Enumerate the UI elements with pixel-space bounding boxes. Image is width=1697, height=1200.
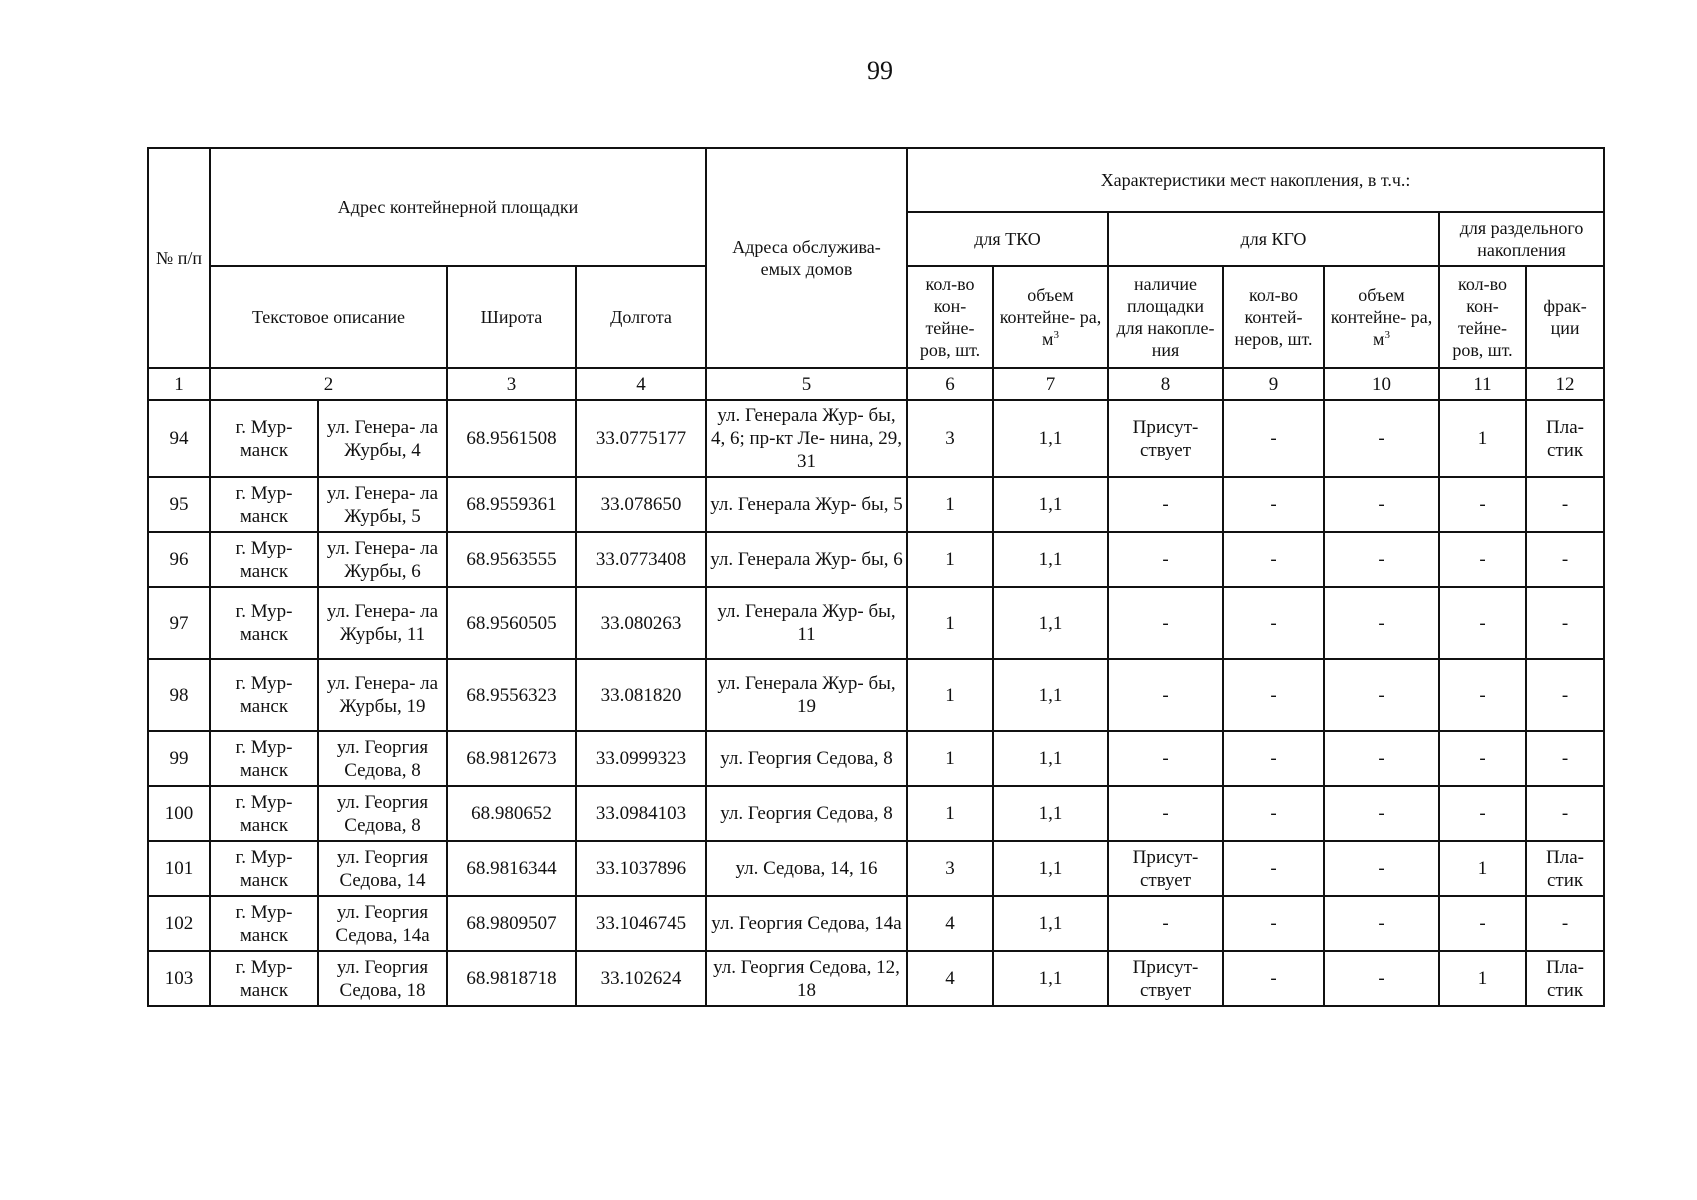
kgo-count: - [1223,532,1324,587]
kgo-count: - [1223,587,1324,659]
separate-count: - [1439,659,1526,731]
separate-fractions: Пла- стик [1526,400,1604,477]
col-number: 7 [993,368,1108,400]
kgo-volume: - [1324,532,1439,587]
col-number: 10 [1324,368,1439,400]
kgo-volume: - [1324,731,1439,786]
separate-fractions: - [1526,587,1604,659]
kgo-volume: - [1324,786,1439,841]
city: г. Мур- манск [210,841,318,896]
separate-count: 1 [1439,841,1526,896]
latitude: 68.9818718 [447,951,576,1006]
tko-count: 1 [907,532,993,587]
table-row [148,532,1604,587]
street: ул. Георгия Седова, 14а [318,896,447,951]
separate-fractions: - [1526,731,1604,786]
served-houses: ул. Генерала Жур- бы, 6 [706,532,907,587]
row-number: 97 [148,587,210,659]
separate-fractions: Пла- стик [1526,841,1604,896]
col-number: 1 [148,368,210,400]
header-characteristics: Характеристики мест накопления, в т.ч.: [907,148,1604,212]
tko-volume: 1,1 [993,731,1108,786]
city: г. Мур- манск [210,896,318,951]
separate-count: - [1439,786,1526,841]
served-houses: ул. Генерала Жур- бы, 11 [706,587,907,659]
row-number: 98 [148,659,210,731]
col-number: 8 [1108,368,1223,400]
served-houses: ул. Генерала Жур- бы, 19 [706,659,907,731]
row-number: 95 [148,477,210,532]
street: ул. Генера- ла Журбы, 19 [318,659,447,731]
header-c8: наличие площадки для накопле- ния [1108,266,1223,368]
kgo-count: - [1223,400,1324,477]
latitude: 68.9809507 [447,896,576,951]
city: г. Мур- манск [210,951,318,1006]
kgo-site: - [1108,532,1223,587]
kgo-count: - [1223,731,1324,786]
separate-count: - [1439,731,1526,786]
city: г. Мур- манск [210,400,318,477]
kgo-site: Присут- ствует [1108,841,1223,896]
city: г. Мур- манск [210,786,318,841]
street: ул. Генера- ла Журбы, 5 [318,477,447,532]
tko-count: 4 [907,896,993,951]
longitude: 33.080263 [576,587,706,659]
longitude: 33.1037896 [576,841,706,896]
table-row [148,477,1604,532]
header-longitude: Долгота [576,266,706,368]
header-c9: кол-во контей- неров, шт. [1223,266,1324,368]
table-row [148,786,1604,841]
street: ул. Генера- ла Журбы, 4 [318,400,447,477]
city: г. Мур- манск [210,659,318,731]
separate-fractions: - [1526,786,1604,841]
kgo-site: - [1108,896,1223,951]
header-served-houses: Адреса обслужива- емых домов [706,148,907,368]
separate-fractions: - [1526,532,1604,587]
row-number: 102 [148,896,210,951]
street: ул. Георгия Седова, 18 [318,951,447,1006]
tko-volume: 1,1 [993,659,1108,731]
served-houses: ул. Седова, 14, 16 [706,841,907,896]
tko-volume: 1,1 [993,896,1108,951]
city: г. Мур- манск [210,477,318,532]
separate-count: - [1439,532,1526,587]
tko-volume: 1,1 [993,532,1108,587]
tko-count: 1 [907,477,993,532]
separate-count: 1 [1439,951,1526,1006]
latitude: 68.9560505 [447,587,576,659]
tko-count: 4 [907,951,993,1006]
row-number: 99 [148,731,210,786]
longitude: 33.1046745 [576,896,706,951]
header-latitude: Широта [447,266,576,368]
kgo-volume: - [1324,896,1439,951]
served-houses: ул. Генерала Жур- бы, 5 [706,477,907,532]
kgo-volume: - [1324,659,1439,731]
latitude: 68.9812673 [447,731,576,786]
table-row [148,731,1604,786]
header-c10: объем контейне- ра, $м^3$ [1324,266,1439,368]
street: ул. Георгия Седова, 14 [318,841,447,896]
separate-fractions: - [1526,477,1604,532]
kgo-site: - [1108,659,1223,731]
longitude: 33.081820 [576,659,706,731]
page-number: 99 [867,56,893,85]
table-row [148,659,1604,731]
tko-count: 3 [907,400,993,477]
container-sites-table [147,147,1605,1007]
separate-count: - [1439,896,1526,951]
kgo-site: - [1108,587,1223,659]
kgo-site: - [1108,477,1223,532]
street: ул. Георгия Седова, 8 [318,731,447,786]
served-houses: ул. Георгия Седова, 8 [706,786,907,841]
kgo-volume: - [1324,400,1439,477]
separate-count: - [1439,587,1526,659]
latitude: 68.9561508 [447,400,576,477]
header-text-desc: Текстовое описание [210,266,447,368]
kgo-site: - [1108,731,1223,786]
table-row [148,896,1604,951]
separate-fractions: - [1526,896,1604,951]
tko-volume: 1,1 [993,786,1108,841]
col-number: 12 [1526,368,1604,400]
kgo-site: Присут- ствует [1108,951,1223,1006]
row-number: 96 [148,532,210,587]
latitude: 68.9556323 [447,659,576,731]
tko-count: 1 [907,587,993,659]
kgo-count: - [1223,841,1324,896]
city: г. Мур- манск [210,532,318,587]
street: ул. Георгия Седова, 8 [318,786,447,841]
tko-count: 1 [907,659,993,731]
street: ул. Генера- ла Журбы, 11 [318,587,447,659]
kgo-count: - [1223,896,1324,951]
row-number: 94 [148,400,210,477]
kgo-volume: - [1324,841,1439,896]
tko-count: 1 [907,731,993,786]
served-houses: ул. Георгия Седова, 8 [706,731,907,786]
served-houses: ул. Георгия Седова, 12, 18 [706,951,907,1006]
kgo-site: - [1108,786,1223,841]
latitude: 68.9563555 [447,532,576,587]
row-number: 101 [148,841,210,896]
table-row [148,841,1604,896]
city: г. Мур- манск [210,731,318,786]
kgo-site: Присут- ствует [1108,400,1223,477]
header-for-separate: для раздельного накопления [1439,212,1604,266]
latitude: 68.9816344 [447,841,576,896]
col-number: 4 [576,368,706,400]
header-c7: объем контейне- ра, $м^3$ [993,266,1108,368]
table-row [148,587,1604,659]
tko-volume: 1,1 [993,587,1108,659]
kgo-count: - [1223,951,1324,1006]
col-number: 5 [706,368,907,400]
kgo-volume: - [1324,951,1439,1006]
kgo-count: - [1223,659,1324,731]
latitude: 68.980652 [447,786,576,841]
col-number: 2 [210,368,447,400]
header-c6: кол-во кон- тейне- ров, шт. [907,266,993,368]
col-number: 9 [1223,368,1324,400]
header-address-group: Адрес контейнерной площадки [210,148,706,266]
col-number: 11 [1439,368,1526,400]
header-c11: кол-во кон- тейне- ров, шт. [1439,266,1526,368]
tko-volume: 1,1 [993,477,1108,532]
tko-volume: 1,1 [993,841,1108,896]
separate-count: 1 [1439,400,1526,477]
longitude: 33.102624 [576,951,706,1006]
tko-count: 1 [907,786,993,841]
tko-volume: 1,1 [993,951,1108,1006]
separate-count: - [1439,477,1526,532]
longitude: 33.0999323 [576,731,706,786]
street: ул. Генера- ла Журбы, 6 [318,532,447,587]
longitude: 33.078650 [576,477,706,532]
kgo-volume: - [1324,477,1439,532]
served-houses: ул. Георгия Седова, 14а [706,896,907,951]
tko-volume: 1,1 [993,400,1108,477]
separate-fractions: Пла- стик [1526,951,1604,1006]
kgo-count: - [1223,477,1324,532]
col-number: 3 [447,368,576,400]
row-number: 100 [148,786,210,841]
table-row [148,951,1604,1006]
tko-count: 3 [907,841,993,896]
served-houses: ул. Генерала Жур- бы, 4, 6; пр-кт Ле- нина, 29, 31 [706,400,907,477]
longitude: 33.0773408 [576,532,706,587]
row-number: 103 [148,951,210,1006]
header-for-tko: для ТКО [907,212,1108,266]
longitude: 33.0775177 [576,400,706,477]
col-number: 6 [907,368,993,400]
table-row [148,400,1604,477]
header-for-kgo: для КГО [1108,212,1439,266]
kgo-count: - [1223,786,1324,841]
latitude: 68.9559361 [447,477,576,532]
kgo-volume: - [1324,587,1439,659]
separate-fractions: - [1526,659,1604,731]
header-c12: фрак- ции [1526,266,1604,368]
city: г. Мур- манск [210,587,318,659]
header-num: № п/п [148,148,210,368]
longitude: 33.0984103 [576,786,706,841]
